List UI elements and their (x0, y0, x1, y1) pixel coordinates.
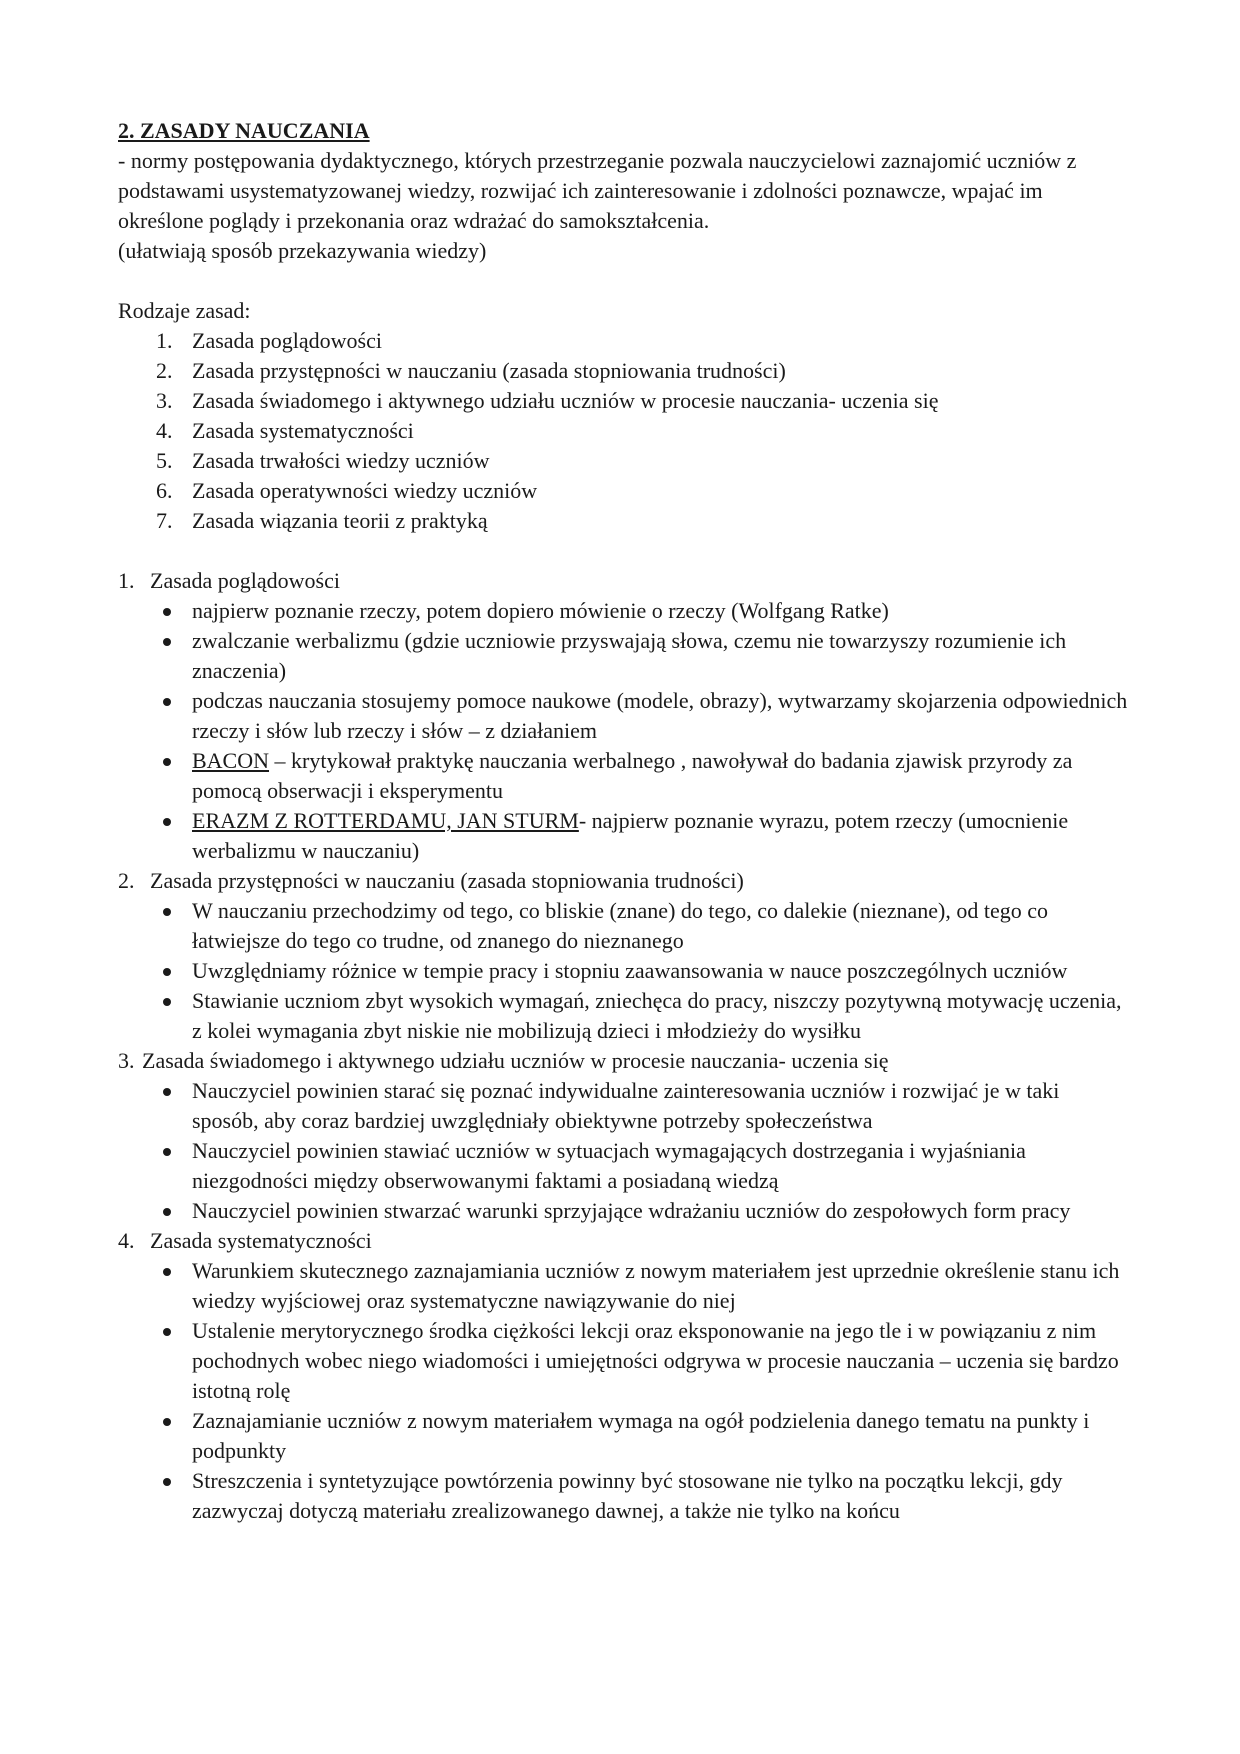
person-name: BACON (192, 748, 270, 773)
bullet-text: Nauczyciel powinien stwarzać warunki sprzyjające wdrażaniu uczniów do zespołowych form pracy (192, 1198, 1071, 1223)
section-title: Zasada świadomego i aktywnego udziału uczniów w procesie nauczania- uczenia się (142, 1048, 889, 1073)
bullet-text: Uwzględniamy różnice w tempie pracy i stopniu zaawansowania w nauce poszczególnych uczniów (192, 958, 1068, 983)
bullet-icon (163, 1478, 171, 1486)
section-1-bullets (118, 596, 1128, 866)
bullet-text: - najpierw poznanie wyrazu, potem rzeczy (umocnienie werbalizmu w nauczaniu) (192, 808, 1069, 863)
bullet-text: Nauczyciel powinien starać się poznać indywidualne zainteresowania uczniów i rozwijać je w taki sposób, aby coraz bardziej uwzględniały obiektywne potrzeby społeczeństwa (192, 1078, 1060, 1133)
bullet-text: – krytykował praktykę nauczania werbalnego , nawoływał do badania zjawisk przyrody za pomocą obserwacji i eksperymentu (192, 748, 1073, 803)
section-title: Zasada przystępności w nauczaniu (zasada stopniowania trudności) (150, 868, 744, 893)
person-name: ERAZM Z ROTTERDAMU, JAN STURM (192, 808, 579, 833)
bullet-icon (163, 1088, 171, 1096)
section-number: 4. (118, 1228, 135, 1253)
bullet-icon (163, 1148, 171, 1156)
bullet-item (118, 596, 1128, 626)
bullet-text: Streszczenia i syntetyzujące powtórzenia powinny być stosowane nie tylko na początku lekcji, gdy zazwyczaj dotyczą materiału zrealizowanego dawnej, a także nie tylko na końcu (192, 1468, 1063, 1523)
types-list-item (118, 386, 1128, 416)
section-2-heading (118, 866, 1128, 896)
list-number: 6. (156, 478, 173, 503)
types-list-item (118, 446, 1128, 476)
spacer (118, 266, 1128, 296)
bullet-icon (163, 1418, 171, 1426)
types-list-item (118, 416, 1128, 446)
bullet-icon (163, 1208, 171, 1216)
bullet-icon (163, 638, 171, 646)
section-number: 2. (118, 868, 135, 893)
section-4-bullets (118, 1256, 1128, 1526)
bullet-icon (163, 998, 171, 1006)
bullet-item (118, 746, 1128, 806)
section-3-heading (118, 1046, 1128, 1076)
bullet-text: Stawianie uczniom zbyt wysokich wymagań, zniechęca do pracy, niszczy pozytywną motywację uczenia, z kolei wymagania zbyt niskie nie mobilizują dzieci i młodzieży do wysiłku (192, 988, 1122, 1043)
bullet-text: W nauczaniu przechodzimy od tego, co bliskie (znane) do tego, co dalekie (nieznane), od tego co łatwiejsze do tego co trudne, od znanego do nieznanego (192, 898, 1049, 953)
bullet-icon (163, 758, 171, 766)
document-page (118, 116, 1128, 1526)
bullet-item (118, 1406, 1128, 1466)
bullet-item (118, 956, 1128, 986)
spacer (118, 536, 1128, 566)
types-list-item (118, 326, 1128, 356)
bullet-item (118, 1256, 1128, 1316)
section-title: Zasada poglądowości (150, 568, 340, 593)
list-number: 1. (156, 328, 173, 353)
types-list-item (118, 476, 1128, 506)
document-heading: 2. ZASADY NAUCZANIA (118, 118, 370, 143)
bullet-text: Ustalenie merytorycznego środka ciężkości lekcji oraz eksponowanie na jego tle i w powiązaniu z nim pochodnych wobec niego wiadomości i umiejętności odgrywa w procesie nauczania – uczenia się bardzo istotną rolę (192, 1318, 1119, 1403)
list-item-text: Zasada trwałości wiedzy uczniów (192, 448, 490, 473)
types-list-item (118, 506, 1128, 536)
list-item-text: Zasada poglądowości (192, 328, 382, 353)
section-title: Zasada systematyczności (150, 1228, 372, 1253)
list-item-text: Zasada świadomego i aktywnego udziału uczniów w procesie nauczania- uczenia się (192, 388, 939, 413)
list-number: 2. (156, 358, 173, 383)
bullet-item (118, 626, 1128, 686)
list-item-text: Zasada wiązania teorii z praktyką (192, 508, 488, 533)
bullet-icon (163, 608, 171, 616)
list-number: 7. (156, 508, 173, 533)
bullet-item (118, 1076, 1128, 1136)
bullet-item (118, 806, 1128, 866)
bullet-text: Nauczyciel powinien stawiać uczniów w sytuacjach wymagających dostrzegania i wyjaśniania niezgodności między obserwowanymi faktami a posiadaną wiedzą (192, 1138, 1026, 1193)
bullet-item (118, 1136, 1128, 1196)
bullet-text: podczas nauczania stosujemy pomoce naukowe (modele, obrazy), wytwarzamy skojarzenia odpowiednich rzeczy i słów lub rzeczy i słów – z działaniem (192, 688, 1128, 743)
types-list-item (118, 356, 1128, 386)
list-item-text: Zasada przystępności w nauczaniu (zasada stopniowania trudności) (192, 358, 786, 383)
section-3-bullets (118, 1076, 1128, 1226)
section-1-heading (118, 566, 1128, 596)
types-list (118, 326, 1128, 536)
section-4-heading (118, 1226, 1128, 1256)
types-label: Rodzaje zasad: (118, 298, 251, 323)
bullet-icon (163, 968, 171, 976)
bullet-text: Warunkiem skutecznego zaznajamiania uczniów z nowym materiałem jest uprzednie określenie stanu ich wiedzy wyjściowej oraz systematyczne nawiązywanie do niej (192, 1258, 1120, 1313)
definition-note: (ułatwiają sposób przekazywania wiedzy) (118, 238, 487, 263)
definition-paragraph: - normy postępowania dydaktycznego, których przestrzeganie pozwala nauczycielowi zaznajomić uczniów z podstawami usystematyzowanej wiedzy, rozwijać ich zainteresowanie i zdolności poznawcze, wpajać im określone poglądy i przekonania oraz wdrażać do samokształcenia. (118, 148, 1077, 233)
bullet-item (118, 896, 1128, 956)
section-number: 3. (118, 1048, 135, 1073)
bullet-icon (163, 818, 171, 826)
bullet-item (118, 986, 1128, 1046)
list-number: 5. (156, 448, 173, 473)
list-item-text: Zasada operatywności wiedzy uczniów (192, 478, 538, 503)
bullet-item (118, 1466, 1128, 1526)
bullet-icon (163, 698, 171, 706)
bullet-item (118, 686, 1128, 746)
list-item-text: Zasada systematyczności (192, 418, 414, 443)
list-number: 4. (156, 418, 173, 443)
bullet-text: zwalczanie werbalizmu (gdzie uczniowie przyswajają słowa, czemu nie towarzyszy rozumienie ich znaczenia) (192, 628, 1067, 683)
bullet-icon (163, 908, 171, 916)
bullet-text: Zaznajamianie uczniów z nowym materiałem wymaga na ogół podzielenia danego tematu na punkty i podpunkty (192, 1408, 1090, 1463)
bullet-icon (163, 1268, 171, 1276)
bullet-item (118, 1316, 1128, 1406)
bullet-icon (163, 1328, 171, 1336)
section-number: 1. (118, 568, 135, 593)
bullet-item (118, 1196, 1128, 1226)
list-number: 3. (156, 388, 173, 413)
section-2-bullets (118, 896, 1128, 1046)
bullet-text: najpierw poznanie rzeczy, potem dopiero mówienie o rzeczy (Wolfgang Ratke) (192, 598, 889, 623)
